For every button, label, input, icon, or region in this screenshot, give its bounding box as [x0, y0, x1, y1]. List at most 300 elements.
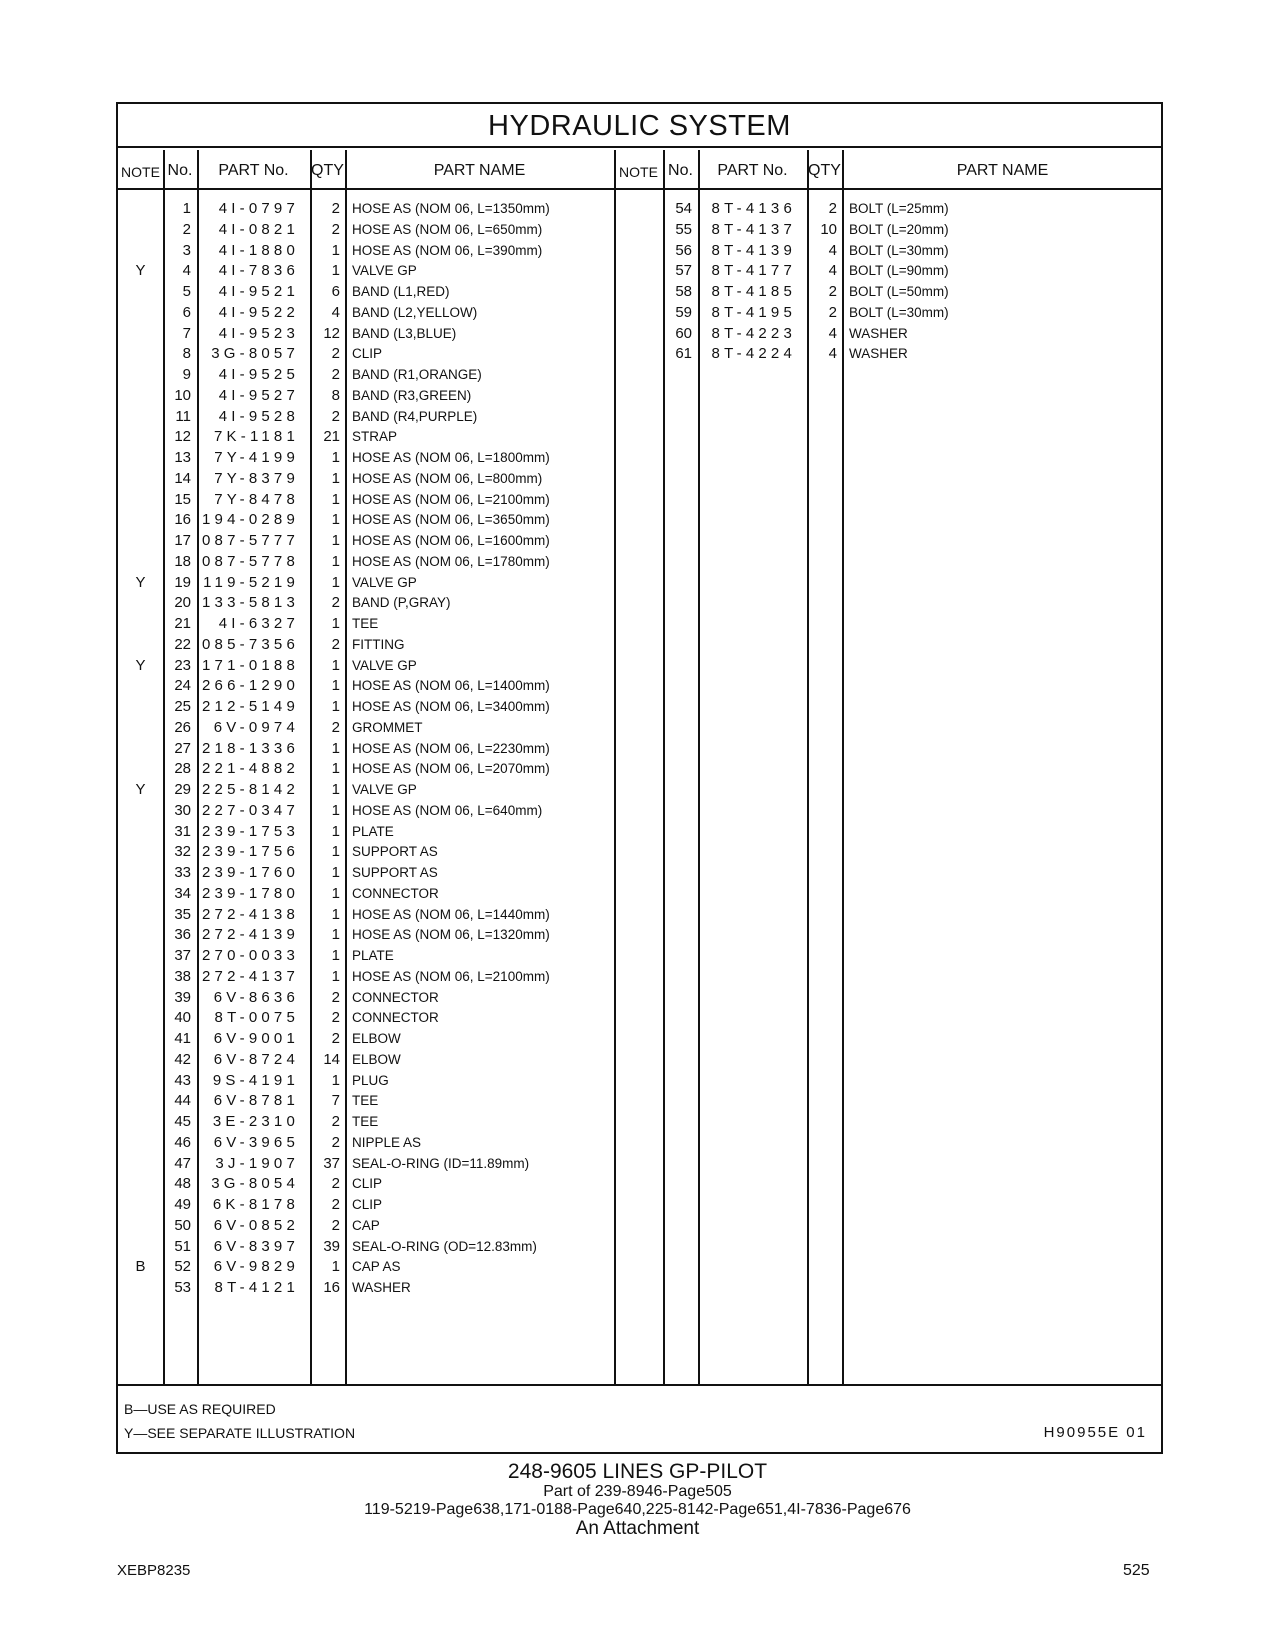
- item-number-cell: 3: [182, 241, 191, 259]
- caption-title: 248-9605 LINES GP-PILOT: [507, 1460, 768, 1483]
- part-name-cell: HOSE AS (NOM 06, L=2100mm): [352, 491, 550, 507]
- quantity-cell: 1: [331, 698, 340, 715]
- item-number-cell: 22: [174, 635, 191, 653]
- item-number-cell: 24: [174, 677, 191, 695]
- item-number-cell: 28: [174, 760, 191, 778]
- table-row: [118, 1111, 1161, 1132]
- quantity-cell: 1: [331, 1258, 340, 1276]
- part-name-cell: SUPPORT AS: [352, 844, 438, 860]
- part-number-cell: 8T-4224: [711, 345, 796, 363]
- part-name-cell: WASHER: [849, 325, 908, 341]
- quantity-cell: 1: [331, 656, 340, 674]
- part-number-cell: 4I-9523: [218, 324, 299, 342]
- item-number-cell: 58: [675, 283, 692, 300]
- part-number-cell: 3G-8057: [211, 345, 299, 363]
- item-number-cell: 36: [174, 926, 191, 944]
- table-row: [118, 260, 1161, 281]
- quantity-cell: 1: [331, 843, 340, 861]
- part-name-cell: BAND (R1,ORANGE): [352, 367, 482, 382]
- item-number-cell: 44: [174, 1092, 191, 1110]
- item-number-cell: 50: [174, 1216, 191, 1234]
- part-number-cell: 266-1290: [202, 677, 299, 695]
- page-number: 525: [1123, 1562, 1150, 1579]
- item-number-cell: 43: [174, 1071, 191, 1089]
- item-number-cell: 27: [174, 739, 191, 757]
- quantity-cell: 16: [323, 1279, 340, 1296]
- table-row: [118, 821, 1161, 842]
- table-row: [118, 1256, 1161, 1277]
- table-row: [118, 1070, 1161, 1091]
- table-row: [118, 489, 1161, 510]
- note-cell: B: [135, 1258, 146, 1276]
- item-number-cell: 29: [174, 781, 191, 798]
- item-number-cell: 55: [675, 220, 692, 238]
- table-row: [118, 758, 1161, 779]
- part-number-cell: 8T-4121: [214, 1279, 299, 1296]
- part-number-cell: 6V-0974: [213, 718, 299, 736]
- divider: [118, 1384, 1161, 1386]
- part-number-cell: 239-1753: [202, 822, 299, 840]
- item-number-cell: 16: [174, 511, 191, 529]
- table-row: [118, 572, 1161, 593]
- table-row: [118, 1028, 1161, 1049]
- part-name-cell: BOLT (L=25mm): [849, 201, 949, 216]
- part-name-cell: BOLT (L=50mm): [849, 284, 949, 299]
- caption: [0, 1460, 1275, 1539]
- part-name-cell: ELBOW: [352, 1031, 401, 1046]
- table-row: [118, 406, 1161, 427]
- part-number-cell: 272-4137: [202, 967, 299, 985]
- part-name-cell: BAND (R4,PURPLE): [352, 408, 478, 424]
- table-row: [118, 634, 1161, 655]
- divider: [118, 188, 1161, 190]
- item-number-cell: 26: [174, 718, 191, 736]
- table-row: [118, 1049, 1161, 1070]
- quantity-cell: 4: [828, 345, 837, 363]
- part-name-cell: BAND (L2,YELLOW): [352, 304, 478, 320]
- item-number-cell: 7: [182, 324, 191, 342]
- table-row: [118, 966, 1161, 987]
- item-number-cell: 37: [174, 947, 191, 964]
- header-part-no: PART No.: [717, 162, 788, 179]
- quantity-cell: 2: [331, 988, 340, 1006]
- part-number-cell: 4I-9521: [218, 283, 299, 300]
- part-number-cell: 4I-0797: [218, 200, 299, 217]
- quantity-cell: 2: [331, 1196, 340, 1213]
- part-name-cell: BOLT (L=30mm): [849, 242, 949, 258]
- header-note: NOTE: [121, 164, 160, 180]
- item-number-cell: 61: [675, 345, 692, 363]
- quantity-cell: 2: [331, 345, 340, 363]
- item-number-cell: 19: [174, 573, 191, 591]
- item-number-cell: 30: [174, 801, 191, 819]
- part-number-cell: 225-8142: [202, 781, 299, 798]
- quantity-cell: 4: [331, 303, 340, 321]
- part-number-cell: 6V-8724: [213, 1050, 299, 1068]
- part-name-cell: BAND (P,GRAY): [352, 595, 451, 611]
- table-row: [118, 655, 1161, 676]
- part-name-cell: NIPPLE AS: [352, 1134, 422, 1150]
- table-row: [118, 1277, 1161, 1298]
- quantity-cell: 1: [331, 760, 340, 778]
- part-number-cell: 4I-0821: [218, 220, 299, 238]
- table-row: [118, 1194, 1161, 1215]
- part-number-cell: 7Y-8478: [214, 490, 299, 508]
- part-name-cell: PLATE: [352, 823, 394, 839]
- part-name-cell: BAND (R3,GREEN): [352, 387, 472, 403]
- note-cell: Y: [135, 781, 146, 798]
- item-number-cell: 33: [174, 864, 191, 881]
- item-number-cell: 2: [182, 220, 191, 238]
- item-number-cell: 12: [174, 428, 191, 446]
- part-name-cell: SEAL-O-RING (ID=11.89mm): [352, 1155, 530, 1171]
- quantity-cell: 2: [331, 1216, 340, 1234]
- item-number-cell: 48: [174, 1175, 191, 1193]
- quantity-cell: 1: [331, 677, 340, 695]
- item-number-cell: 18: [174, 552, 191, 570]
- part-number-cell: 194-0289: [202, 511, 299, 529]
- note-cell: Y: [135, 262, 146, 280]
- part-number-cell: 272-4139: [202, 926, 299, 944]
- part-name-cell: HOSE AS (NOM 06, L=1600mm): [352, 533, 550, 548]
- item-number-cell: 13: [174, 449, 191, 466]
- table-row: [118, 800, 1161, 821]
- caption-attachment: An Attachment: [575, 1518, 700, 1539]
- part-number-cell: 6V-9829: [213, 1258, 299, 1276]
- table-row: [118, 904, 1161, 925]
- part-number-cell: 171-0188: [202, 656, 299, 674]
- quantity-cell: 1: [331, 926, 340, 944]
- part-number-cell: 9S-4191: [212, 1071, 299, 1089]
- quantity-cell: 2: [331, 594, 340, 612]
- part-number-cell: 6V-9001: [213, 1030, 299, 1047]
- quantity-cell: 12: [323, 324, 340, 342]
- part-number-cell: 7K-1181: [214, 428, 299, 446]
- part-name-cell: HOSE AS (NOM 06, L=2230mm): [352, 740, 550, 756]
- quantity-cell: 2: [331, 1030, 340, 1047]
- quantity-cell: 2: [331, 407, 340, 425]
- part-name-cell: HOSE AS (NOM 06, L=3650mm): [352, 512, 550, 528]
- quantity-cell: 1: [331, 469, 340, 487]
- table-row: [118, 426, 1161, 447]
- part-name-cell: HOSE AS (NOM 06, L=1400mm): [352, 678, 550, 694]
- quantity-cell: 1: [331, 884, 340, 902]
- part-name-cell: STRAP: [352, 429, 398, 445]
- item-number-cell: 15: [174, 490, 191, 508]
- part-number-cell: 6K-8178: [212, 1196, 299, 1213]
- quantity-cell: 2: [331, 1113, 340, 1130]
- item-number-cell: 41: [174, 1030, 191, 1047]
- item-number-cell: 45: [174, 1113, 191, 1130]
- part-name-cell: VALVE GP: [352, 657, 417, 673]
- item-number-cell: 59: [675, 303, 692, 321]
- reference-code: H90955E 01: [1043, 1424, 1147, 1441]
- quantity-cell: 1: [331, 449, 340, 466]
- item-number-cell: 39: [174, 988, 191, 1006]
- table-row: [118, 1090, 1161, 1111]
- quantity-cell: 1: [331, 615, 340, 632]
- item-number-cell: 54: [675, 200, 692, 217]
- item-number-cell: 32: [174, 843, 191, 861]
- item-number-cell: 46: [174, 1133, 191, 1151]
- part-number-cell: 8T-4137: [711, 220, 796, 238]
- part-number-cell: 272-4138: [202, 905, 299, 923]
- caption-refs: 119-5219-Page638,171-0188-Page640,225-8142-Page651,4I-7836-Page676: [364, 1501, 911, 1518]
- part-name-cell: SUPPORT AS: [352, 865, 438, 880]
- part-number-cell: 6V-0852: [213, 1216, 299, 1234]
- item-number-cell: 35: [174, 905, 191, 923]
- header-qty: QTY: [808, 162, 841, 179]
- part-number-cell: 239-1756: [202, 843, 299, 861]
- header-part-name: PART NAME: [956, 162, 1049, 179]
- note-cell: Y: [135, 656, 146, 674]
- part-number-cell: 087-5777: [202, 532, 299, 549]
- quantity-cell: 2: [331, 220, 340, 238]
- quantity-cell: 2: [331, 1175, 340, 1193]
- item-number-cell: 34: [174, 884, 191, 902]
- quantity-cell: 1: [331, 739, 340, 757]
- part-number-cell: 6V-3965: [213, 1133, 299, 1151]
- quantity-cell: 1: [331, 781, 340, 798]
- quantity-cell: 1: [331, 573, 340, 591]
- part-name-cell: HOSE AS (NOM 06, L=2100mm): [352, 968, 550, 984]
- item-number-cell: 6: [182, 303, 191, 321]
- table-row: [118, 468, 1161, 489]
- part-name-cell: VALVE GP: [352, 574, 417, 590]
- quantity-cell: 2: [331, 718, 340, 736]
- item-number-cell: 57: [675, 262, 692, 280]
- part-number-cell: 7Y-8379: [214, 469, 299, 487]
- quantity-cell: 1: [331, 864, 340, 881]
- item-number-cell: 56: [675, 241, 692, 259]
- part-name-cell: ELBOW: [352, 1051, 401, 1067]
- part-number-cell: 218-1336: [202, 739, 299, 757]
- quantity-cell: 2: [828, 303, 837, 321]
- part-name-cell: WASHER: [352, 1280, 411, 1295]
- table-row: [118, 551, 1161, 572]
- quantity-cell: 2: [331, 1009, 340, 1027]
- part-name-cell: BAND (L1,RED): [352, 284, 450, 299]
- part-number-cell: 4I-9525: [218, 366, 299, 383]
- table-row: [118, 302, 1161, 323]
- table-title: HYDRAULIC SYSTEM: [488, 110, 791, 142]
- item-number-cell: 21: [174, 615, 191, 632]
- quantity-cell: 4: [828, 324, 837, 342]
- quantity-cell: 4: [828, 241, 837, 259]
- part-name-cell: TEE: [352, 1093, 379, 1109]
- quantity-cell: 10: [820, 220, 837, 238]
- part-number-cell: 239-1760: [202, 864, 299, 881]
- table-row: [118, 364, 1161, 385]
- part-number-cell: 3G-8054: [211, 1175, 299, 1193]
- quantity-cell: 39: [323, 1237, 340, 1255]
- quantity-cell: 2: [828, 200, 837, 217]
- part-number-cell: 270-0033: [202, 947, 299, 964]
- table-row: [118, 198, 1161, 219]
- table-row: [118, 1215, 1161, 1236]
- quantity-cell: 1: [331, 1071, 340, 1089]
- table-row: [118, 447, 1161, 468]
- quantity-cell: 21: [323, 428, 340, 446]
- quantity-cell: 14: [323, 1050, 340, 1068]
- part-number-cell: 221-4882: [202, 760, 299, 778]
- table-row: [118, 675, 1161, 696]
- quantity-cell: 2: [331, 1133, 340, 1151]
- document-id: XEBP8235: [117, 1562, 191, 1579]
- part-name-cell: CONNECTOR: [352, 989, 439, 1005]
- part-number-cell: 8T-4139: [711, 241, 796, 259]
- table-row: [118, 323, 1161, 344]
- quantity-cell: 2: [331, 635, 340, 653]
- quantity-cell: 37: [323, 1154, 340, 1172]
- table-row: [118, 779, 1161, 800]
- part-number-cell: 085-7356: [202, 635, 299, 653]
- part-number-cell: 4I-9522: [218, 303, 299, 321]
- quantity-cell: 6: [331, 283, 340, 300]
- quantity-cell: 1: [331, 490, 340, 508]
- part-number-cell: 3J-1907: [215, 1154, 299, 1172]
- table-row: [118, 862, 1161, 883]
- quantity-cell: 1: [331, 905, 340, 923]
- header-no: No.: [167, 162, 193, 179]
- item-number-cell: 23: [174, 656, 191, 674]
- item-number-cell: 10: [174, 386, 191, 404]
- part-number-cell: 8T-4185: [711, 283, 796, 300]
- part-number-cell: 4I-7836: [218, 262, 299, 280]
- table-row: [118, 613, 1161, 634]
- footnotes: [124, 1397, 355, 1445]
- part-number-cell: 6V-8636: [213, 988, 299, 1006]
- part-number-cell: 8T-4195: [711, 303, 796, 321]
- item-number-cell: 51: [174, 1237, 191, 1255]
- quantity-cell: 1: [331, 822, 340, 840]
- part-name-cell: CLIP: [352, 1197, 383, 1212]
- part-number-cell: 4I-9528: [218, 407, 299, 425]
- part-name-cell: BOLT (L=20mm): [849, 221, 949, 237]
- part-number-cell: 3E-2310: [212, 1113, 299, 1130]
- item-number-cell: 11: [175, 407, 191, 425]
- part-name-cell: BAND (L3,BLUE): [352, 325, 457, 341]
- part-name-cell: HOSE AS (NOM 06, L=1800mm): [352, 450, 550, 465]
- item-number-cell: 42: [174, 1050, 191, 1068]
- item-number-cell: 5: [182, 283, 191, 300]
- table-row: [118, 717, 1161, 738]
- part-number-cell: 4I-1880: [218, 241, 299, 259]
- part-name-cell: CONNECTOR: [352, 885, 439, 901]
- table-row: [118, 1153, 1161, 1174]
- part-name-cell: PLUG: [352, 1072, 389, 1088]
- part-name-cell: BOLT (L=30mm): [849, 304, 949, 320]
- part-name-cell: CLIP: [352, 1176, 383, 1192]
- part-name-cell: HOSE AS (NOM 06, L=1350mm): [352, 201, 550, 216]
- part-number-cell: 239-1780: [202, 884, 299, 902]
- table-row: [118, 509, 1161, 530]
- item-number-cell: 9: [182, 366, 191, 383]
- table-row: [118, 883, 1161, 904]
- part-number-cell: 4I-6327: [218, 615, 299, 632]
- part-name-cell: SEAL-O-RING (OD=12.83mm): [352, 1238, 537, 1254]
- item-number-cell: 60: [675, 324, 692, 342]
- caption-part-of: Part of 239-8946-Page505: [543, 1483, 732, 1500]
- quantity-cell: 4: [828, 262, 837, 280]
- item-number-cell: 38: [174, 967, 191, 985]
- footnote: B—USE AS REQUIRED: [124, 1401, 276, 1417]
- part-number-cell: 8T-4223: [711, 324, 796, 342]
- table-row: [118, 240, 1161, 261]
- header-part-name: PART NAME: [433, 162, 526, 179]
- item-number-cell: 17: [174, 532, 191, 549]
- part-name-cell: CLIP: [352, 346, 383, 362]
- table-row: [118, 696, 1161, 717]
- part-number-cell: 087-5778: [202, 552, 299, 570]
- table-row: [118, 924, 1161, 945]
- part-name-cell: GROMMET: [352, 719, 423, 735]
- quantity-cell: 1: [331, 967, 340, 985]
- table-row: [118, 1132, 1161, 1153]
- part-number-cell: 6V-8397: [213, 1237, 299, 1255]
- part-number-cell: 8T-4177: [711, 262, 796, 280]
- part-name-cell: BOLT (L=90mm): [849, 263, 949, 279]
- quantity-cell: 1: [331, 511, 340, 529]
- part-name-cell: TEE: [352, 616, 379, 631]
- part-name-cell: HOSE AS (NOM 06, L=1440mm): [352, 906, 550, 922]
- part-name-cell: CONNECTOR: [352, 1010, 439, 1026]
- note-cell: Y: [135, 573, 146, 591]
- part-name-cell: CAP AS: [352, 1259, 401, 1275]
- part-number-cell: 4I-9527: [218, 386, 299, 404]
- footnote: Y—SEE SEPARATE ILLUSTRATION: [124, 1425, 356, 1441]
- header-part-no: PART No.: [218, 162, 289, 179]
- part-name-cell: WASHER: [849, 346, 908, 362]
- part-name-cell: HOSE AS (NOM 06, L=3400mm): [352, 699, 550, 714]
- table-row: [118, 530, 1161, 551]
- table-row: [118, 945, 1161, 966]
- item-number-cell: 52: [174, 1258, 191, 1276]
- part-name-cell: VALVE GP: [352, 263, 417, 279]
- part-name-cell: HOSE AS (NOM 06, L=640mm): [352, 802, 543, 818]
- quantity-cell: 1: [331, 801, 340, 819]
- part-name-cell: HOSE AS (NOM 06, L=1320mm): [352, 927, 550, 943]
- table-row: [118, 738, 1161, 759]
- part-name-cell: PLATE: [352, 948, 394, 963]
- part-name-cell: FITTING: [352, 636, 405, 652]
- item-number-cell: 1: [182, 200, 191, 217]
- item-number-cell: 14: [174, 469, 191, 487]
- header-no: No.: [668, 162, 693, 179]
- table-row: [118, 987, 1161, 1008]
- part-name-cell: HOSE AS (NOM 06, L=2070mm): [352, 761, 550, 777]
- quantity-cell: 2: [331, 200, 340, 217]
- table-row: [118, 385, 1161, 406]
- part-name-cell: TEE: [352, 1114, 379, 1129]
- table-row: [118, 281, 1161, 302]
- part-number-cell: 7Y-4199: [214, 449, 299, 466]
- parts-table: [116, 102, 1163, 1454]
- quantity-cell: 2: [828, 283, 837, 300]
- quantity-cell: 1: [331, 262, 340, 280]
- header-note: NOTE: [619, 164, 658, 180]
- part-number-cell: 8T-0075: [214, 1009, 299, 1027]
- table-row: [118, 1173, 1161, 1194]
- part-name-cell: HOSE AS (NOM 06, L=800mm): [352, 470, 543, 486]
- table-row: [118, 592, 1161, 613]
- header-qty: QTY: [311, 162, 344, 179]
- part-name-cell: HOSE AS (NOM 06, L=1780mm): [352, 553, 550, 569]
- quantity-cell: 1: [331, 947, 340, 964]
- part-number-cell: 8T-4136: [711, 200, 796, 217]
- part-name-cell: VALVE GP: [352, 782, 417, 797]
- item-number-cell: 53: [174, 1279, 191, 1296]
